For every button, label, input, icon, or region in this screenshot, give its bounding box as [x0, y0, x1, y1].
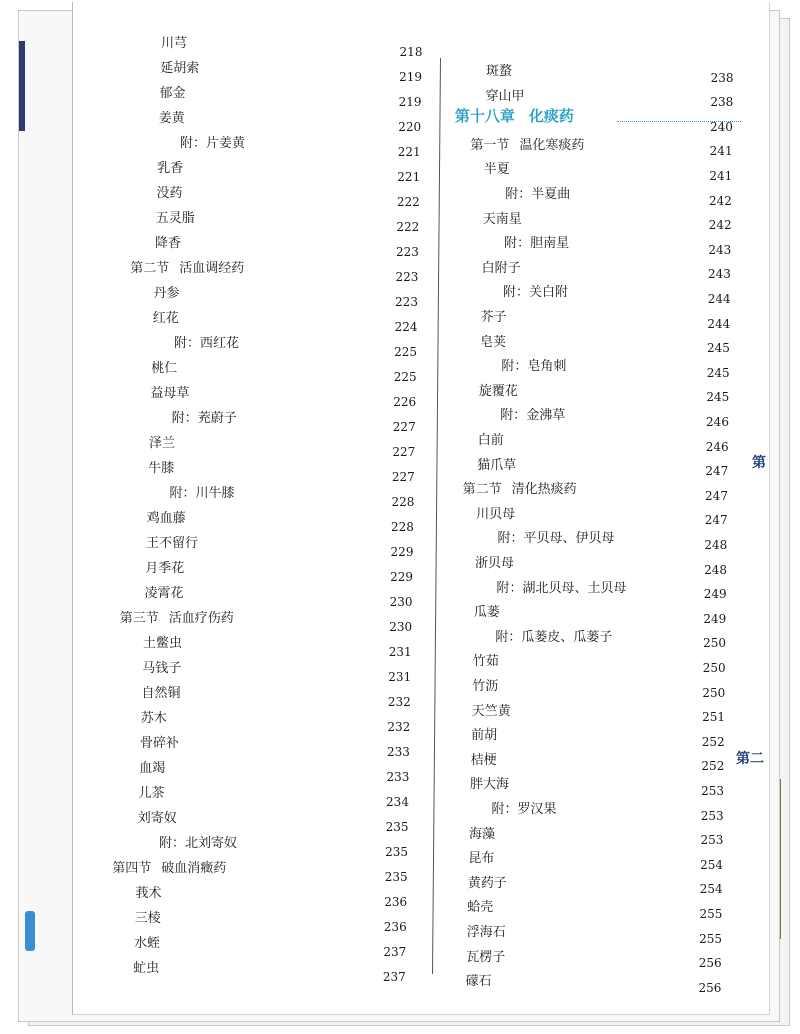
section-heading[interactable]	[130, 257, 244, 276]
toc-entry[interactable]: 姜黄	[158, 111, 185, 126]
page-number: 226	[393, 395, 417, 409]
page-number: 253	[700, 833, 724, 848]
section-heading[interactable]	[463, 478, 577, 497]
toc-entry[interactable]: 竹沥	[472, 679, 499, 694]
toc-entry[interactable]: 莪术	[135, 886, 162, 901]
section-title: 温化寒痰药	[519, 137, 585, 153]
toc-entry[interactable]: 桔梗	[470, 752, 497, 768]
page-number: 236	[383, 920, 407, 934]
toc-entry[interactable]: 王不留行	[146, 536, 199, 551]
page-number: 229	[390, 570, 413, 584]
toc-entry[interactable]: 刘寄奴	[137, 811, 177, 826]
section-title: 活血调经药	[179, 261, 245, 276]
toc-entry[interactable]: 红花	[152, 311, 179, 326]
toc-sub-entry[interactable]: 附：川牛膝	[169, 486, 235, 501]
toc-entry[interactable]: 前胡	[471, 728, 498, 744]
toc-entry[interactable]: 穿山甲	[485, 88, 525, 104]
page-number: 256	[698, 980, 722, 995]
toc-entry[interactable]: 浮海石	[466, 925, 506, 940]
toc-entry[interactable]: 胖大海	[470, 777, 510, 793]
toc-entry[interactable]: 海藻	[468, 826, 495, 842]
page-number: 245	[706, 365, 730, 380]
page-number: 255	[699, 931, 723, 946]
section-number: 第三节	[119, 611, 159, 626]
toc-sub-entry[interactable]: 附：罗汉果	[491, 802, 557, 817]
page-number: 247	[704, 513, 728, 528]
section-number: 第四节	[112, 861, 152, 876]
page-number: 229	[390, 545, 414, 559]
page-number: 235	[385, 820, 409, 834]
section-number: 第一节	[470, 137, 510, 153]
toc-entry[interactable]: 延胡索	[160, 61, 200, 76]
page-number: 237	[383, 945, 407, 959]
toc-entry[interactable]: 皂荚	[479, 334, 506, 350]
page-number: 238	[710, 95, 734, 110]
toc-entry[interactable]: 月季花	[145, 561, 185, 576]
page-number: 248	[704, 538, 728, 552]
toc-sub-entry[interactable]: 附：半夏曲	[505, 187, 571, 202]
toc-entry[interactable]: 桃仁	[151, 361, 178, 376]
page-number: 225	[393, 370, 417, 384]
toc-entry[interactable]: 浙贝母	[475, 556, 515, 571]
toc-entry[interactable]: 骨碎补	[140, 736, 180, 751]
page-number: 246	[706, 415, 729, 429]
page-number: 250	[702, 661, 726, 675]
page-number: 245	[707, 341, 730, 356]
chapter-title: 化痰药	[528, 107, 574, 126]
toc-entry[interactable]: 半夏	[483, 162, 510, 178]
toc-entry[interactable]: 郁金	[159, 86, 186, 101]
page-number: 254	[700, 857, 724, 872]
page-number: 246	[705, 439, 729, 454]
page-number: 241	[709, 144, 733, 159]
page-number: 233	[386, 745, 410, 759]
toc-sub-entry[interactable]: 附：皂角刺	[501, 359, 567, 375]
page-number: 230	[389, 620, 413, 634]
page-number: 236	[384, 895, 408, 909]
section-heading[interactable]	[120, 607, 234, 626]
page-number: 231	[388, 670, 412, 684]
page-number: 252	[701, 734, 725, 749]
page-number: 247	[705, 464, 729, 479]
page-number: 242	[709, 193, 732, 208]
toc-sub-entry[interactable]: 附：茺蔚子	[171, 411, 237, 426]
toc-entry[interactable]: 儿茶	[138, 786, 165, 801]
toc-entry[interactable]: 天南星	[482, 211, 522, 227]
toc-entry[interactable]: 牛膝	[148, 461, 175, 476]
toc-entry[interactable]: 水蛭	[134, 936, 161, 951]
toc-entry[interactable]: 白前	[477, 433, 504, 448]
page-number: 219	[399, 70, 422, 84]
back-page-blue-mark	[25, 911, 35, 951]
page-number: 235	[384, 870, 408, 884]
toc-entry[interactable]: 旋覆花	[478, 383, 518, 399]
toc-entry[interactable]: 土鳖虫	[143, 636, 183, 651]
toc-entry[interactable]: 鸡血藤	[146, 511, 186, 526]
section-title: 破血消癥药	[161, 861, 227, 876]
toc-page	[72, 2, 770, 1015]
toc-entry[interactable]: 泽兰	[149, 436, 176, 451]
toc-sub-entry[interactable]: 附：平贝母、伊贝母	[497, 531, 615, 547]
toc-entry[interactable]: 天竺黄	[471, 703, 511, 719]
page-number: 223	[395, 295, 418, 309]
page-number: 228	[391, 520, 414, 534]
page-number: 224	[394, 320, 418, 334]
page-number: 227	[391, 470, 415, 484]
page-number: 230	[389, 595, 413, 609]
toc-sub-entry[interactable]: 附：片姜黄	[180, 136, 246, 151]
section-number: 第二节	[462, 482, 502, 498]
toc-sub-entry[interactable]: 附：金沸草	[500, 408, 566, 424]
back-page-dark-edge	[19, 41, 25, 131]
page-number: 219	[398, 95, 422, 109]
page-number: 228	[391, 495, 415, 509]
page-number: 242	[708, 218, 732, 233]
page-number: 227	[392, 445, 416, 459]
toc-entry[interactable]: 虻虫	[133, 961, 160, 976]
page-number: 247	[705, 488, 728, 503]
toc-entry[interactable]: 益母草	[150, 386, 190, 401]
page-number: 234	[386, 795, 409, 809]
page-number: 244	[707, 292, 731, 306]
page-number: 231	[388, 645, 412, 659]
chapter-heading[interactable]	[455, 105, 574, 126]
toc-sub-entry[interactable]: 附：湖北贝母、土贝母	[496, 580, 627, 596]
page-number: 243	[708, 242, 732, 257]
page-number: 255	[699, 907, 723, 921]
toc-entry[interactable]: 丹参	[153, 286, 180, 301]
page-number: 237	[382, 970, 406, 984]
toc-entry[interactable]: 芥子	[480, 310, 507, 325]
toc-sub-entry[interactable]: 附：西红花	[174, 336, 240, 351]
page-number: 221	[397, 145, 421, 159]
toc-entry[interactable]: 川芎	[161, 36, 188, 51]
page-number: 225	[394, 345, 418, 359]
toc-entry[interactable]: 瓦楞子	[466, 949, 506, 965]
toc-entry[interactable]: 竹茹	[472, 654, 499, 670]
toc-entry[interactable]: 瓜蒌	[473, 605, 500, 621]
page-number: 221	[397, 170, 421, 184]
toc-entry[interactable]: 礞石	[465, 974, 492, 990]
toc-entry[interactable]: 血竭	[139, 761, 166, 776]
section-title: 清化热痰药	[511, 482, 577, 498]
page-number: 218	[399, 45, 423, 59]
page-number: 240	[710, 119, 733, 134]
page-number: 232	[387, 695, 411, 709]
toc-sub-entry[interactable]: 附：胆南星	[504, 236, 570, 252]
chapter-number: 第十八章	[454, 107, 515, 126]
toc-entry[interactable]: 猫爪草	[477, 457, 517, 473]
toc-entry[interactable]: 川贝母	[476, 506, 516, 522]
page-number: 256	[698, 956, 722, 971]
section-heading[interactable]	[470, 134, 584, 153]
toc-entry[interactable]: 自然铜	[141, 686, 181, 701]
toc-entry[interactable]: 白附子	[481, 260, 521, 276]
page-number: 251	[702, 710, 725, 725]
back-page-cut-text-2: 第二	[736, 751, 764, 767]
section-number: 第二节	[130, 261, 170, 276]
page-number: 223	[395, 270, 419, 284]
toc-entry[interactable]: 五灵脂	[155, 211, 195, 226]
page-number: 253	[701, 784, 724, 798]
page-number: 220	[398, 120, 422, 134]
toc-entry[interactable]: 黄药子	[467, 875, 507, 891]
toc-entry[interactable]: 凌霄花	[144, 586, 184, 601]
page-number: 245	[706, 390, 730, 405]
toc-entry[interactable]: 没药	[156, 186, 183, 201]
page-number: 238	[710, 70, 734, 85]
toc-entry[interactable]: 马钱子	[142, 661, 182, 676]
toc-sub-entry[interactable]: 附：瓜蒌皮、瓜蒌子	[495, 629, 613, 645]
page-number: 235	[385, 845, 409, 859]
page-number: 250	[703, 636, 726, 651]
toc-entry[interactable]: 蛤壳	[467, 900, 494, 916]
page-number: 233	[386, 770, 410, 784]
page-number: 241	[709, 169, 733, 183]
page-number: 227	[392, 420, 416, 434]
page-number: 253	[700, 808, 724, 823]
toc-entry[interactable]: 乳香	[157, 161, 184, 176]
page-number: 252	[701, 759, 725, 774]
page-number: 254	[699, 882, 723, 897]
page-number: 249	[703, 611, 727, 626]
column-divider	[432, 58, 441, 974]
back-page-cut-text-1: 第	[752, 455, 766, 471]
toc-sub-entry[interactable]: 附：关白附	[503, 285, 569, 301]
toc-entry[interactable]: 斑蝥	[486, 64, 513, 79]
page-number: 244	[707, 316, 731, 331]
toc-entry[interactable]: 三棱	[134, 911, 161, 926]
section-title: 活血疗伤药	[168, 611, 234, 626]
toc-entry[interactable]: 苏木	[140, 711, 167, 726]
page-number: 250	[702, 685, 726, 700]
page-number: 248	[704, 562, 727, 577]
toc-entry[interactable]: 昆布	[468, 851, 495, 867]
section-heading[interactable]	[112, 857, 226, 876]
toc-entry[interactable]: 降香	[155, 236, 182, 251]
page-number: 232	[387, 720, 411, 734]
page-number: 249	[703, 587, 727, 602]
page-number: 243	[708, 267, 731, 282]
toc-sub-entry[interactable]: 附：北刘寄奴	[159, 836, 238, 851]
page-number: 222	[396, 195, 420, 209]
page-number: 222	[396, 220, 420, 234]
page-number: 223	[395, 245, 419, 259]
